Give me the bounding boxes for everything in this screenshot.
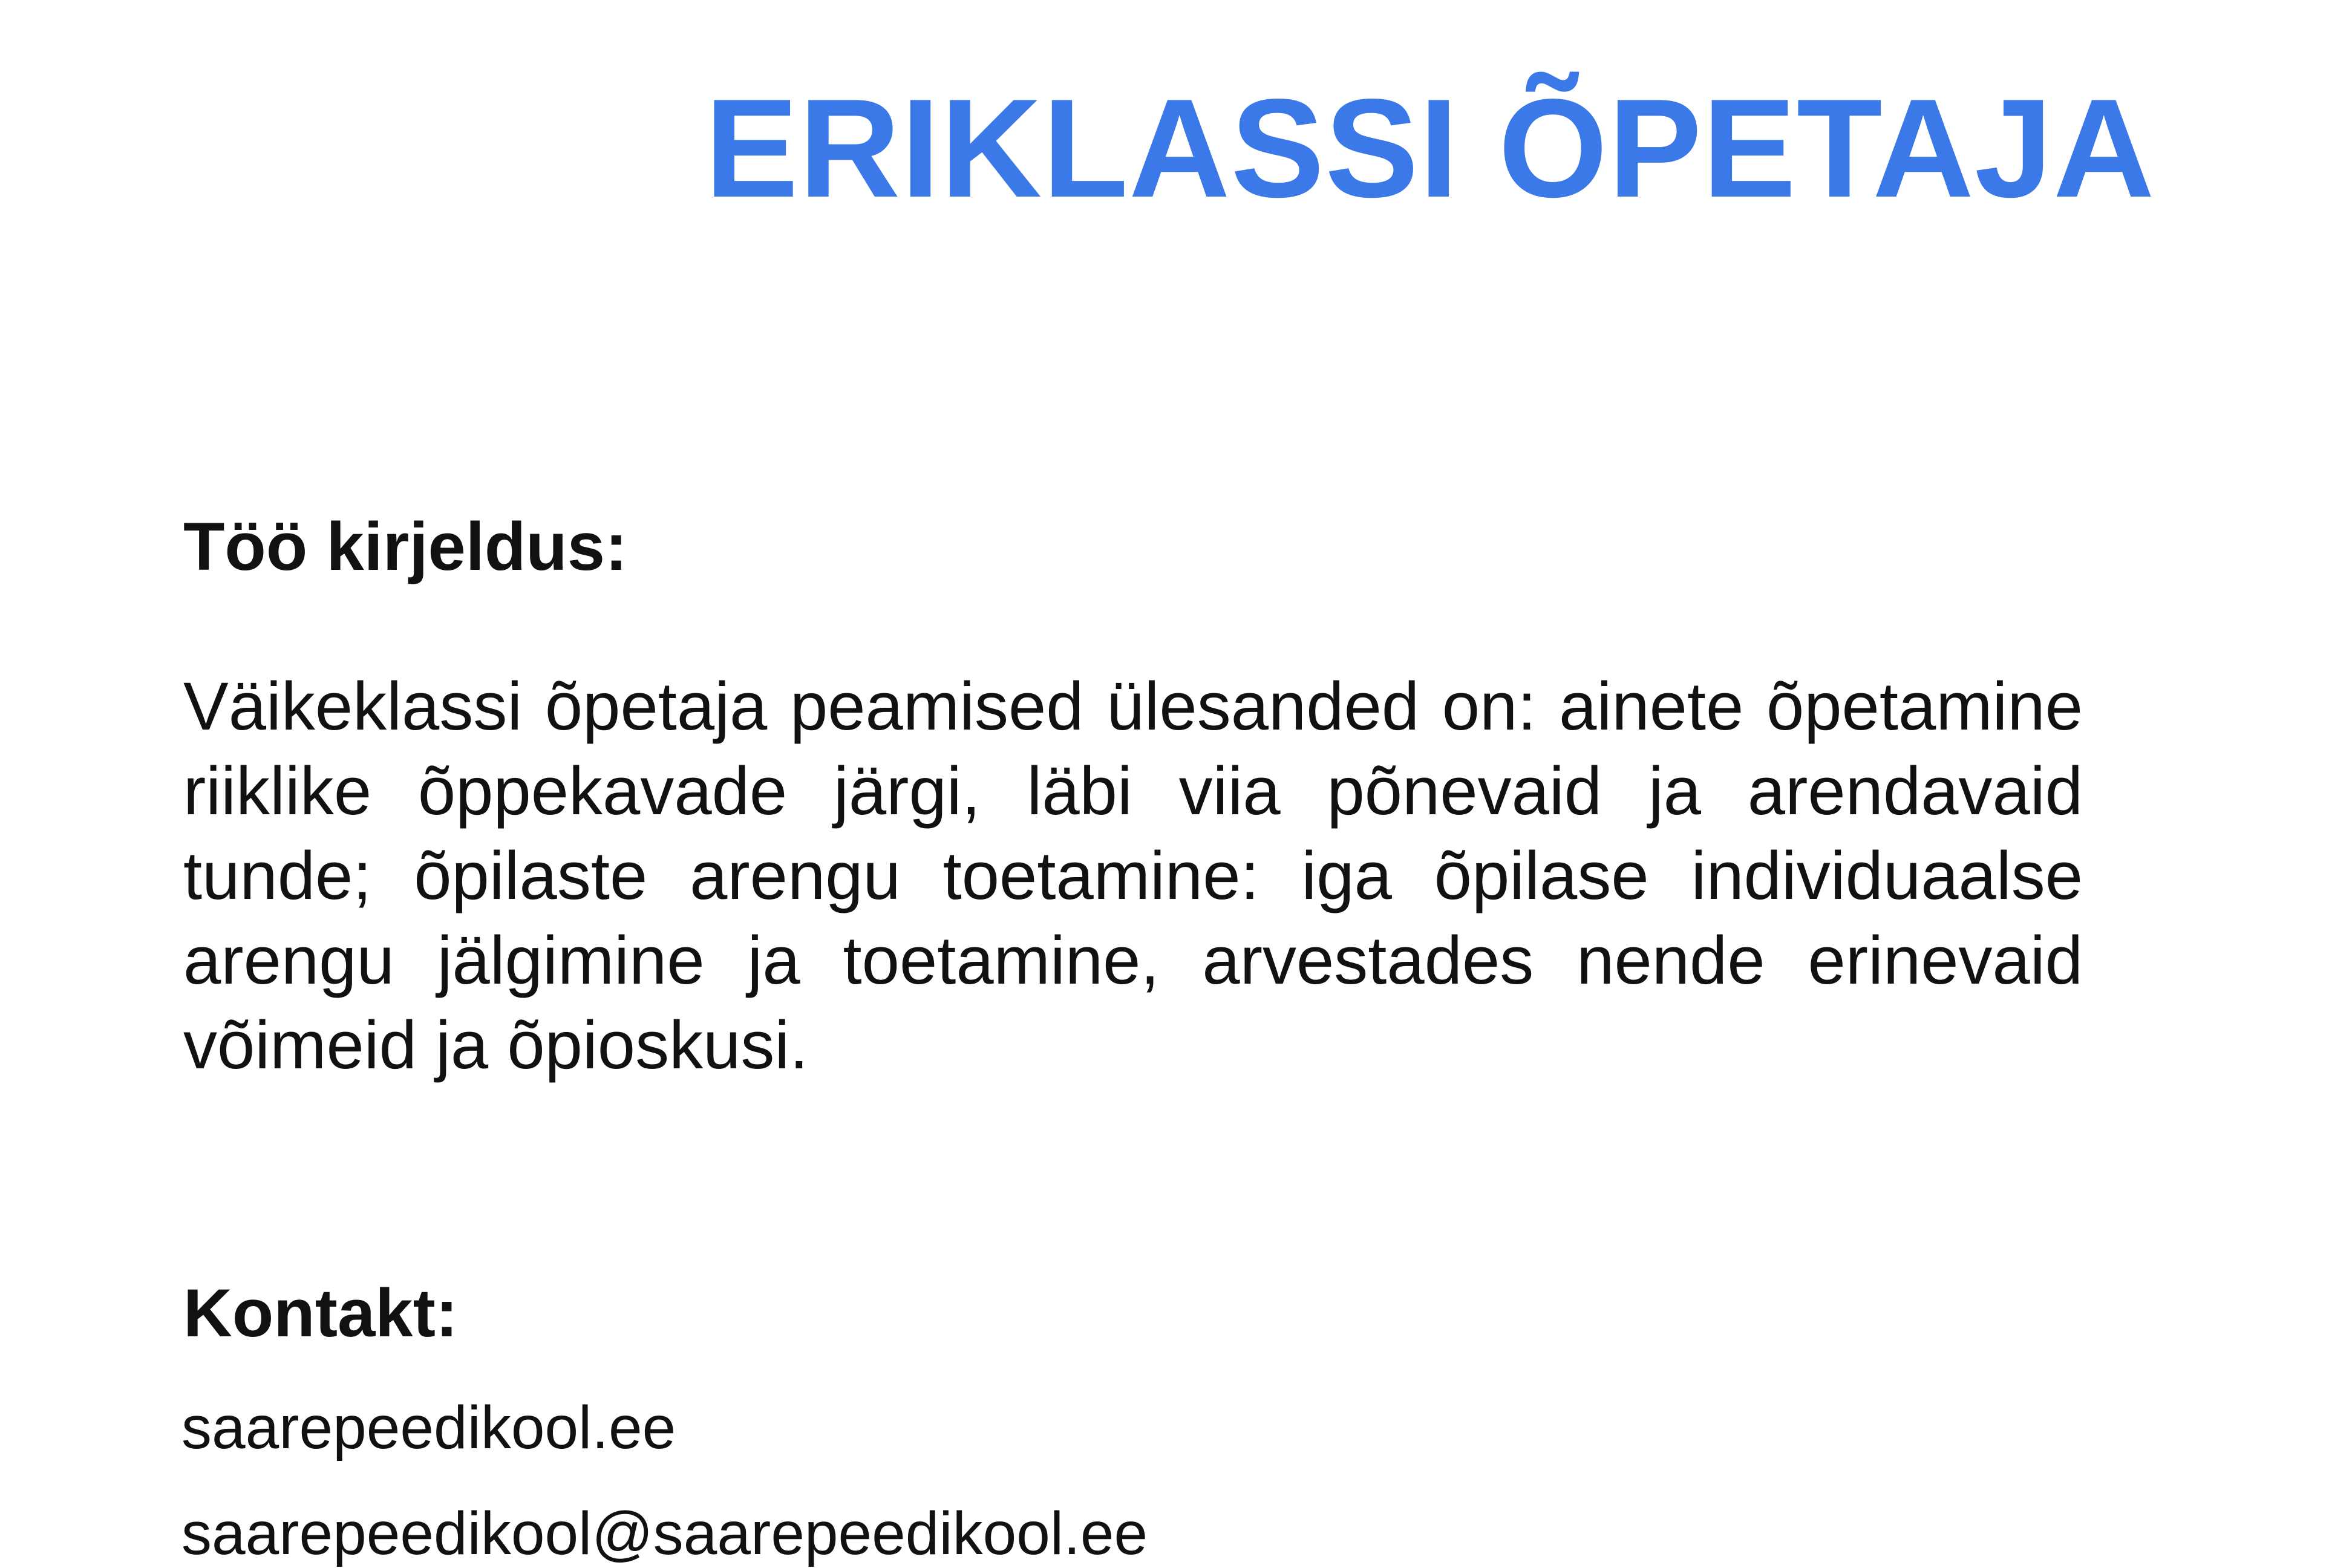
job-description-line: võimeid ja õpioskusi. <box>183 1007 809 1083</box>
job-description-paragraph <box>183 664 2083 1088</box>
contact-heading: Kontakt: <box>183 1275 459 1351</box>
contact-website: saarepeedikool.ee <box>181 1394 676 1462</box>
job-description-line: tunde; õpilaste arengu toetamine: iga õpilase individuaalse <box>183 838 2083 913</box>
job-description-line: arengu jälgimine ja toetamine, arvestades nende erinevaid <box>183 923 2083 998</box>
job-description-line: riiklike õppekavade järgi, läbi viia põnevaid ja arendavaid <box>183 753 2083 829</box>
contact-email: saarepeedikool@saarepeedikool.ee <box>181 1500 1148 1567</box>
page-title: ERIKLASSI ÕPETAJA <box>705 70 2155 227</box>
job-description-heading: Töö kirjeldus: <box>183 509 628 584</box>
job-description-line: Väikeklassi õpetaja peamised ülesanded on: ainete õpetamine <box>183 668 2083 744</box>
